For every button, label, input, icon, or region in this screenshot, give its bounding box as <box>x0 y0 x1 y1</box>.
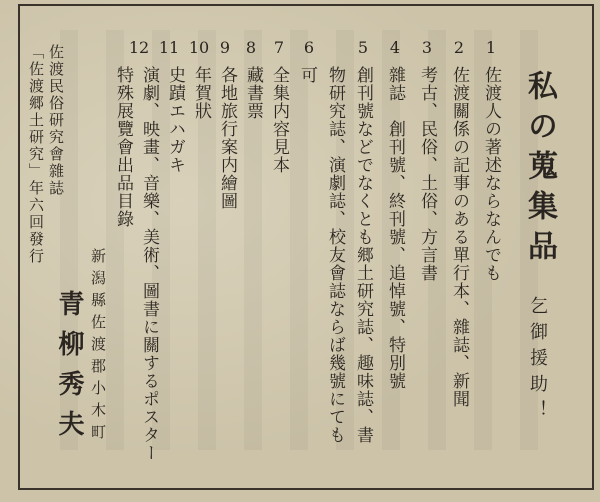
item-text-4: 雜誌 創刊號、終刊號、追悼號、特別號 <box>385 66 405 390</box>
item-text-12: 特殊展覽會出品目錄 <box>113 66 133 228</box>
title: 私の蒐集品 <box>522 70 557 270</box>
item-text-11: 演劇、映畫、音樂、美術、圖書に關するポスター <box>139 66 159 462</box>
item-text-5-line-3: 可 <box>297 66 317 84</box>
item-number-10: 10 <box>188 38 210 57</box>
item-text-3: 考古、民俗、土俗、方言書 <box>417 66 437 282</box>
item-number-9: 9 <box>219 38 231 57</box>
item-text-5-line-2: 物研究誌、演劇誌、校友會誌ならば幾號にても <box>325 66 345 444</box>
item-text-10: 史蹟エハガキ <box>165 66 185 174</box>
item-text-1: 佐渡人の著述ならなんでも <box>481 66 501 282</box>
item-text-2: 佐渡關係の記事のある單行本、雜誌、新聞 <box>449 66 469 408</box>
item-number-7: 7 <box>273 38 285 57</box>
item-number-6: 6 <box>303 38 315 57</box>
item-number-4: 4 <box>389 38 401 57</box>
item-number-11: 11 <box>158 38 180 57</box>
item-number-12: 12 <box>128 38 150 57</box>
item-number-1: 1 <box>485 38 497 57</box>
subtitle: 乞御援助！ <box>527 296 548 426</box>
item-text-5-line-1: 創刊號などでなくとも郷土研究誌、趣味誌、書 <box>353 66 373 444</box>
item-text-7: 藏書票 <box>243 66 263 120</box>
item-text-6: 全集内容見本 <box>269 66 289 174</box>
item-text-9: 年賀狀 <box>191 66 211 120</box>
item-number-8: 8 <box>245 38 257 57</box>
item-number-3: 3 <box>421 38 433 57</box>
owner-name: 青柳秀夫 <box>54 290 84 450</box>
publication-line-2: 「佐渡郷土研究」年六回發行 <box>27 44 45 265</box>
item-number-5: 5 <box>357 38 369 57</box>
item-text-8: 各地旅行案内繪圖 <box>217 66 237 210</box>
address: 新潟縣佐渡郡小木町 <box>89 248 107 446</box>
publication-line-1: 佐渡民俗研究會雜誌 <box>47 44 65 197</box>
item-number-2: 2 <box>453 38 465 57</box>
